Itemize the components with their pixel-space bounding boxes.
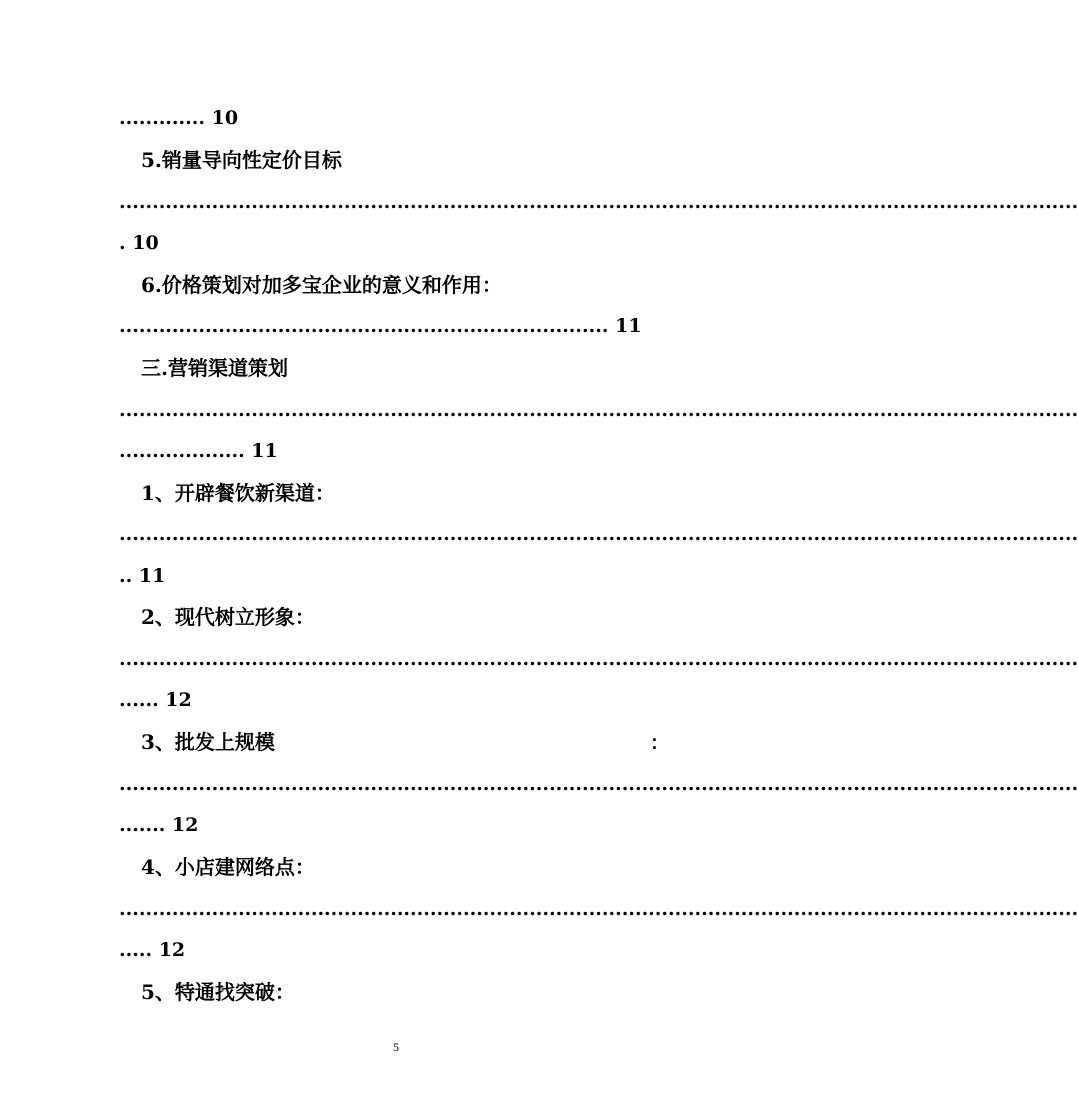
toc-leader-dots: .................................................................................................................................................: [119, 898, 1078, 920]
toc-page-ref: ....... 12: [119, 814, 199, 836]
toc-entry-colon: ：: [650, 732, 670, 754]
toc-leader-dots: .................................................................................................................................................: [119, 191, 1078, 213]
toc-page-ref: .. 11: [119, 565, 166, 587]
toc-entry-pricing-significance[interactable]: 6.价格策划对加多宝企业的意义和作用：: [141, 273, 502, 297]
toc-page-ref: ................... 11: [119, 440, 278, 462]
toc-page-ref: . 10: [119, 232, 159, 254]
toc-entry-catering-channel[interactable]: 1、开辟餐饮新渠道：: [141, 481, 335, 505]
toc-leader-dots-with-page: .......................................................................... 11: [119, 315, 642, 337]
toc-leader-dots: .................................................................................................................................................: [119, 399, 1078, 421]
page-number: 5: [393, 1040, 399, 1054]
toc-leader-dots: .................................................................................................................................................: [119, 773, 1078, 795]
toc-entry-wholesale-scale[interactable]: 3、批发上规模: [141, 730, 275, 754]
toc-entry-sales-oriented-pricing[interactable]: 5.销量导向性定价目标: [141, 148, 342, 172]
toc-entry-small-store-network[interactable]: 4、小店建网络点：: [141, 855, 315, 879]
toc-entry-channel-planning[interactable]: 三.营销渠道策划: [141, 356, 288, 380]
toc-entry-modern-image[interactable]: 2、现代树立形象：: [141, 605, 315, 629]
toc-entry-special-channel[interactable]: 5、特通找突破：: [141, 980, 295, 1004]
toc-continuation-line: ............. 10: [119, 107, 239, 129]
toc-page-ref: ...... 12: [119, 689, 192, 711]
toc-leader-dots: .................................................................................................................................................: [119, 523, 1078, 545]
toc-page-ref: ..... 12: [119, 939, 186, 961]
toc-leader-dots: .................................................................................................................................................: [119, 648, 1078, 670]
